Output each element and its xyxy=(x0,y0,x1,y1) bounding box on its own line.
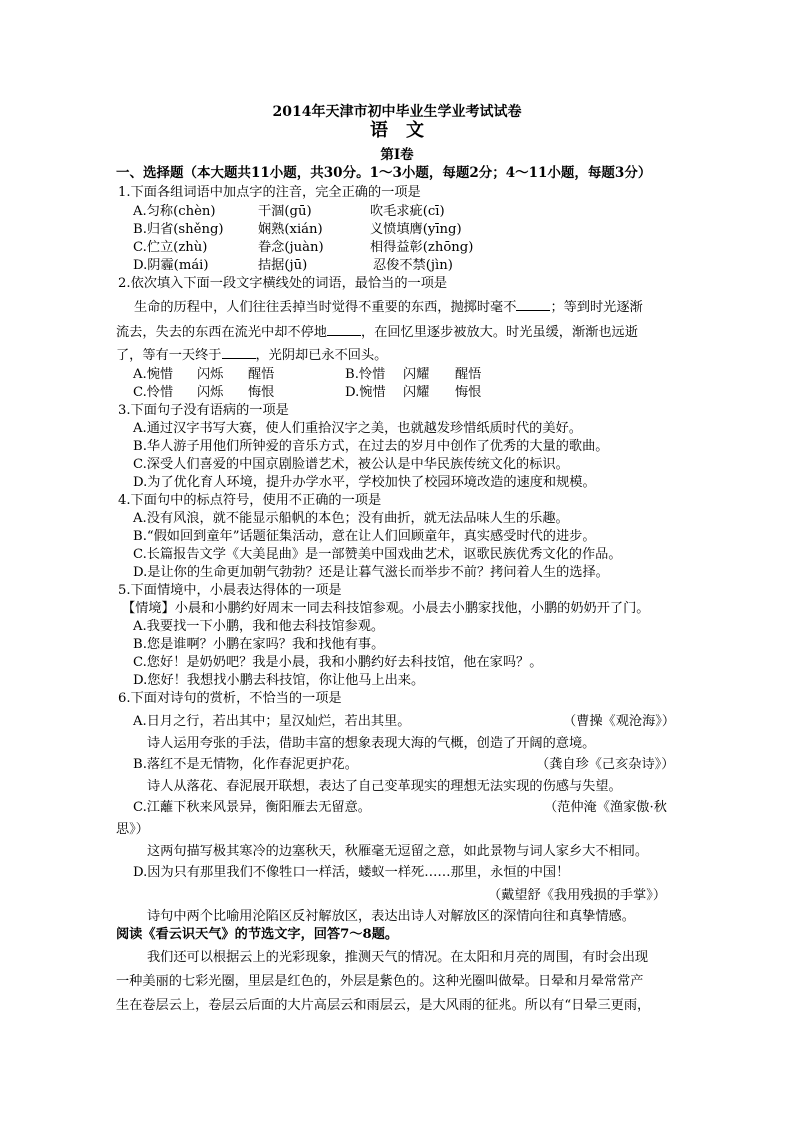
q6-c-note: 这两句描写极其寒冷的边塞秋天，秋雁毫无逗留之意，如此景物与词人家乡大不相同。 xyxy=(147,844,649,859)
q6-d-note: 诗句中两个比喻用沦陷区反衬解放区，表达出诗人对解放区的深情向往和真挚情感。 xyxy=(147,909,635,924)
q3-option-a: A.通过汉字书写大赛，使人们重拾汉字之美，也就越发珍惜纸质时代的美好。 xyxy=(133,421,582,436)
q6-option-b: B.落红不是无情物，化作春泥更护花。 xyxy=(133,757,358,772)
reading-para-line-3: 生在卷层云上，卷层云后面的大片高层云和雨层云，是大风雨的征兆。所以有“日晕三更雨， xyxy=(116,998,651,1013)
q6-d-source: （戴望舒《我用残损的手掌》） xyxy=(488,888,667,903)
q6-c-source: （范仲淹《渔家傲·秋 xyxy=(544,800,667,815)
exam-title: 2014年天津市初中毕业生学业考试试卷 xyxy=(272,104,522,120)
question-5-stem: 5.下面情境中，小晨表达得体的一项是 xyxy=(118,583,342,598)
q1-d-3: 忍俊不禁(jìn) xyxy=(373,258,453,273)
q5-option-d: D.您好！我想找小鹏去科技馆，你让他马上出来。 xyxy=(133,673,425,688)
question-4-stem: 4.下面句中的标点符号，使用不正确的一项是 xyxy=(118,493,382,508)
q4-option-b: B.“假如回到童年”话题征集活动，意在让人们回顾童年，真实感受时代的进步。 xyxy=(133,529,596,544)
q1-b-2: 娴熟(xián) xyxy=(258,222,323,237)
q5-context: 【情境】小晨和小鹏约好周末一同去科技馆参观。小晨去小鹏家找他，小鹏的奶奶开了门。 xyxy=(122,601,650,616)
q2-c-1: C.怜惜 xyxy=(133,385,174,400)
q5-option-a: A.我要找一下小鹏，我和他去科技馆参观。 xyxy=(133,619,385,634)
q1-d-1: D.阴霾(mái) xyxy=(133,258,209,273)
q1-a-2: 干涸(gū) xyxy=(258,204,312,219)
q4-option-c: C.长篇报告文学《大美昆曲》是一部赞美中国戏曲艺术，讴歌民族优秀文化的作品。 xyxy=(133,547,622,562)
question-6-stem: 6.下面对诗句的赏析，不恰当的一项是 xyxy=(118,691,342,706)
q6-b-note: 诗人从落花、春泥展开联想，表达了自己变革现实的理想无法实现的伤感与失望。 xyxy=(147,779,622,794)
q6-a-note: 诗人运用夸张的手法，借助丰富的想象表现大海的气概，创造了开阔的意境。 xyxy=(147,736,596,751)
q2-p2-text-b: ，在回忆里逐步被放大。时光虽缓，渐渐也远逝 xyxy=(361,325,638,340)
q2-d-2: 闪耀 xyxy=(403,385,430,400)
q2-blank-2 xyxy=(327,322,361,336)
q2-passage-line-1 xyxy=(134,297,643,317)
q6-option-d: D.因为只有那里我们不像牲口一样活，蝼蚁一样死……那里，永恒的中国！ xyxy=(133,865,570,880)
q6-b-source: （龚自珍《己亥杂诗》） xyxy=(536,757,675,772)
q6-a-source: （曹操《观沧海》） xyxy=(563,714,676,729)
q1-c-1: C.伫立(zhù) xyxy=(133,240,208,255)
q1-b-3: 义愤填膺(yīng) xyxy=(370,222,462,237)
q5-option-c: C.您好！是奶奶吧？我是小晨，我和小鹏约好去科技馆，他在家吗？。 xyxy=(133,655,543,670)
q2-a-2: 闪烁 xyxy=(197,367,224,382)
q2-a-3: 醒悟 xyxy=(248,367,275,382)
q1-d-2: 拮据(jū) xyxy=(258,258,308,273)
question-2-stem: 2.依次填入下面一段文字横线处的词语，最恰当的一项是 xyxy=(118,276,448,291)
subject-title: 语文 xyxy=(370,120,442,141)
q2-passage-line-2 xyxy=(116,322,638,342)
q6-option-a: A.日月之行，若出其中；星汉灿烂，若出其里。 xyxy=(133,714,411,729)
question-3-stem: 3.下面句子没有语病的一项是 xyxy=(118,403,289,418)
q2-passage-line-3 xyxy=(116,345,387,365)
q6-option-c: C.江蘺下秋来风景异，衡阳雁去无留意。 xyxy=(133,800,371,815)
q4-option-a: A.没有风浪，就不能显示船帆的本色；没有曲折，就无法品味人生的乐趣。 xyxy=(133,511,569,526)
q4-option-d: D.是让你的生命更加朝气勃勃？还是让暮气滋长而举步不前？拷问着人生的选择。 xyxy=(133,565,609,580)
reading-para-line-1: 我们还可以根据云上的光彩现象，推测天气的情况。在太阳和月亮的周围，有时会出现 xyxy=(147,950,649,965)
q2-c-3: 悔恨 xyxy=(248,385,275,400)
q2-d-3: 悔恨 xyxy=(455,385,482,400)
q2-b-1: B.怜惜 xyxy=(345,367,386,382)
q2-p3-text-a: 了，等有一天终于 xyxy=(116,348,222,363)
q3-option-c: C.深受人们喜爱的中国京剧脸谱艺术，被公认是中华民族传统文化的标识。 xyxy=(133,457,569,472)
q5-option-b: B.您是谁啊？小鹏在家吗？我和找他有事。 xyxy=(133,637,385,652)
q3-option-b: B.华人游子用他们所钟爱的音乐方式，在过去的岁月中创作了优秀的大量的歌曲。 xyxy=(133,439,609,454)
q1-c-2: 眷念(juàn) xyxy=(258,240,324,255)
q2-p3-text-b: ，光阴却已永不回头。 xyxy=(255,348,388,363)
q2-p1-text-a: 生命的历程中，人们往往丢掉当时觉得不重要的东西，抛掷时毫不 xyxy=(134,300,517,315)
q1-c-3: 相得益彰(zhōng) xyxy=(370,240,474,255)
section-heading: 一、选择题（本大题共11小题，共30分。1～3小题，每题2分；4～11小题，每题3分） xyxy=(116,165,652,181)
reading-intro: 阅读《看云识天气》的节选文字，回答7～8题。 xyxy=(116,927,399,942)
q1-b-1: B.归省(shěng) xyxy=(133,222,224,237)
question-1-stem: 1.下面各组词语中加点字的注音，完全正确的一项是 xyxy=(118,185,421,200)
q1-a-1: A.匀称(chèn) xyxy=(133,204,216,219)
q2-a-1: A.惋惜 xyxy=(133,367,174,382)
q2-c-2: 闪烁 xyxy=(197,385,224,400)
q2-p1-text-b: ；等到时光逐渐 xyxy=(550,300,643,315)
q1-a-3: 吹毛求疵(cī) xyxy=(370,204,445,219)
q6-c-source-cont: 思》） xyxy=(116,822,149,837)
q2-b-2: 闪耀 xyxy=(403,367,430,382)
q2-blank-1 xyxy=(516,297,550,311)
q2-blank-3 xyxy=(222,345,256,359)
q2-d-1: D.惋惜 xyxy=(345,385,386,400)
reading-para-line-2: 一种美丽的七彩光圈，里层是红色的，外层是紫色的。这种光圈叫做晕。日晕和月晕常常产 xyxy=(116,974,644,989)
q3-option-d: D.为了优化育人环境，提升办学水平，学校加快了校园环境改造的速度和规模。 xyxy=(133,475,596,490)
q2-b-3: 醒悟 xyxy=(455,367,482,382)
volume-label: 第Ⅰ卷 xyxy=(380,147,414,163)
q2-p2-text-a: 流去，失去的东西在流光中却不停地 xyxy=(116,325,327,340)
